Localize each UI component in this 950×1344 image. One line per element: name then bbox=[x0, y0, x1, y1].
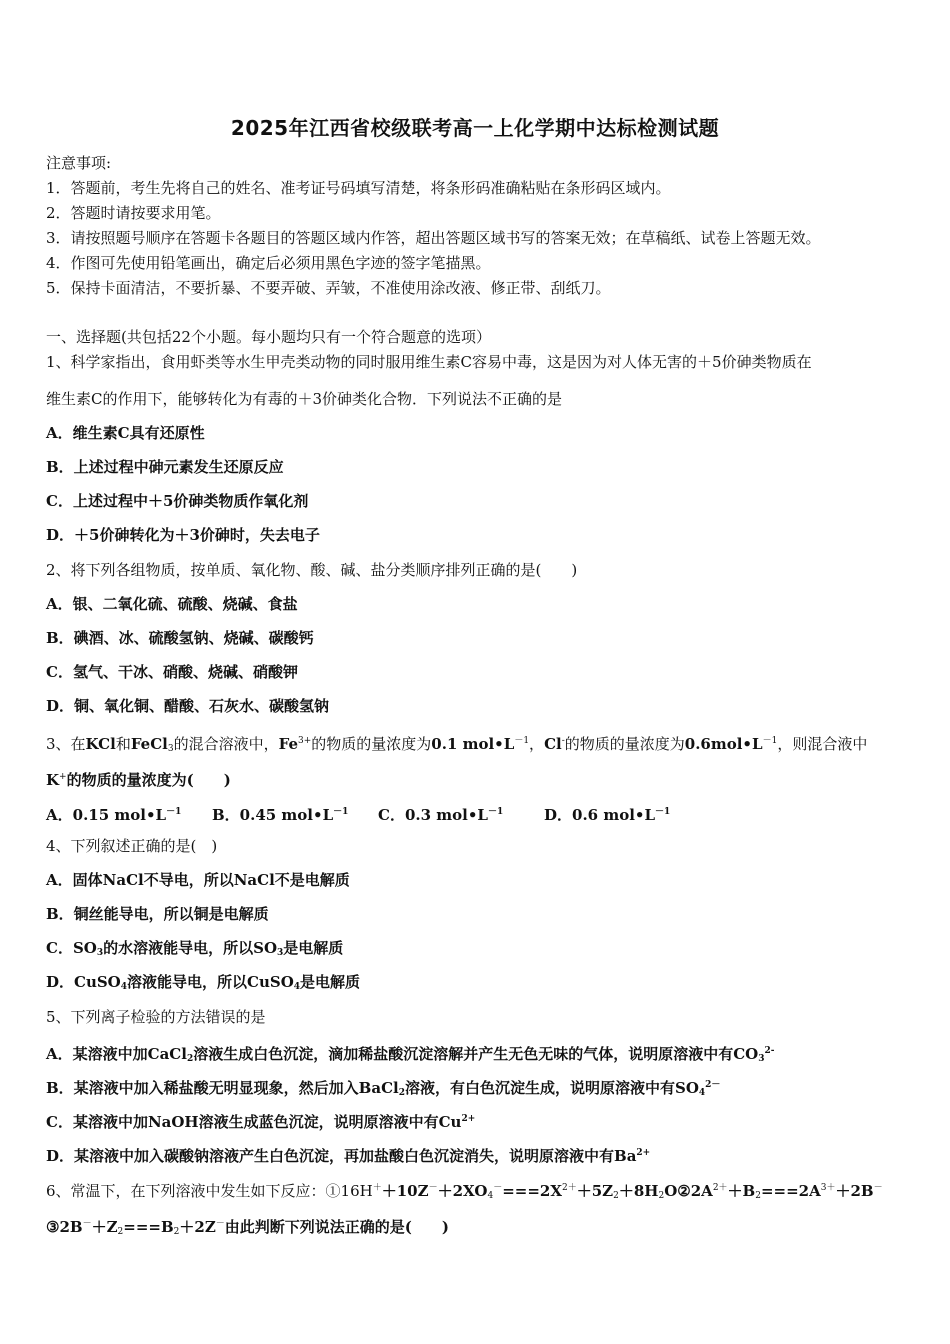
q3-text: 的物质的量浓度为 bbox=[311, 735, 432, 753]
q6-text: ＋Z bbox=[91, 1218, 118, 1236]
q6-text: 由此判断下列说法正确的是( ) bbox=[224, 1218, 449, 1236]
q4-subscript: 3 bbox=[96, 948, 104, 958]
q3-superscript: －1 bbox=[655, 807, 671, 817]
q3-superscript: 3+ bbox=[297, 736, 312, 746]
q6-superscript: 3＋ bbox=[820, 1183, 836, 1193]
q5-b-text: 溶液，有白色沉淀生成，说明原溶液中有SO bbox=[404, 1079, 699, 1097]
q4-option-a: A．固体NaCl不导电，所以NaCl不是电解质 bbox=[46, 871, 350, 889]
q5-subscript: 3 bbox=[758, 1054, 765, 1064]
q3-value: 0.6mol•L bbox=[684, 735, 763, 753]
q3-superscript: －1 bbox=[762, 736, 778, 746]
q3-k: K bbox=[46, 771, 60, 789]
q5-superscript: 2+ bbox=[461, 1114, 476, 1124]
q3-superscript: －1 bbox=[333, 807, 349, 817]
q5-stem: 5、下列离子检验的方法错误的是 bbox=[46, 1008, 266, 1026]
notice-item-4: 4．作图可先使用铅笔画出，确定后必须用黑色字迹的签字笔描黑。 bbox=[46, 254, 491, 272]
q6-text: 6、常温下，在下列溶液中发生如下反应：①16H bbox=[46, 1182, 373, 1200]
q3-option-a bbox=[46, 802, 212, 825]
q6-subscript: 2 bbox=[173, 1227, 180, 1237]
q4-subscript: 4 bbox=[293, 982, 301, 992]
q3-option-a-text: A．0.15 mol•L bbox=[46, 806, 167, 824]
q6-text: ===2X bbox=[502, 1182, 562, 1200]
q3-option-c bbox=[378, 802, 544, 825]
q1-stem-line1: 1、科学家指出，食用虾类等水生甲壳类动物的同时服用维生素C容易中毒，这是因为对人体无害的＋5价砷类物质在 bbox=[46, 353, 812, 371]
q4-stem: 4、下列叙述正确的是( ) bbox=[46, 837, 218, 855]
q3-superscript: －1 bbox=[166, 807, 182, 817]
q6-text: ③2B bbox=[46, 1218, 83, 1236]
q6-text: ＋2B bbox=[835, 1182, 874, 1200]
q6-superscript: － bbox=[82, 1219, 92, 1229]
q3-stem-line2 bbox=[46, 767, 916, 790]
q4-d-text: 溶液能导电，所以CuSO bbox=[127, 973, 294, 991]
q5-a-text: A．某溶液中加CaCl bbox=[46, 1045, 187, 1063]
q5-option-a bbox=[46, 1041, 916, 1069]
q3-subscript: 3 bbox=[167, 744, 174, 754]
q4-c-text: 是电解质 bbox=[283, 939, 344, 957]
q6-subscript: 2 bbox=[117, 1227, 124, 1237]
q5-superscript: 2－ bbox=[705, 1080, 721, 1090]
q6-text: O②2A bbox=[664, 1182, 713, 1200]
q6-text: ＋10Z bbox=[381, 1182, 429, 1200]
q3-text: 的混合溶液中， bbox=[173, 735, 279, 753]
q1-option-c: C．上述过程中＋5价砷类物质作氧化剂 bbox=[46, 492, 309, 510]
q6-superscript: － bbox=[215, 1219, 225, 1229]
q5-superscript: 2- bbox=[764, 1046, 775, 1056]
page-title: 2025年江西省校级联考高一上化学期中达标检测试题 bbox=[230, 116, 720, 140]
q3-stem-line1 bbox=[46, 731, 916, 759]
q4-c-text: 的水溶液能导电，所以SO bbox=[103, 939, 278, 957]
q6-text: ＋5Z bbox=[576, 1182, 614, 1200]
q5-a-text: 溶液生成白色沉淀，滴加稀盐酸沉淀溶解并产生无色无味的气体，说明原溶液中有CO bbox=[193, 1045, 759, 1063]
q5-subscript: 4 bbox=[698, 1088, 706, 1098]
q6-stem-line1 bbox=[46, 1178, 916, 1206]
q6-subscript: 4 bbox=[487, 1191, 494, 1201]
q4-d-text: D．CuSO bbox=[46, 973, 121, 991]
q6-superscript: － bbox=[493, 1183, 503, 1193]
q3-fecl: FeCl bbox=[130, 735, 168, 753]
q4-subscript: 4 bbox=[120, 982, 128, 992]
q4-subscript: 3 bbox=[277, 948, 284, 958]
q6-subscript: 2 bbox=[658, 1191, 665, 1201]
q3-superscript: - bbox=[561, 736, 565, 746]
q3-option-d bbox=[544, 802, 670, 825]
q3-option-b-text: B．0.45 mol•L bbox=[212, 806, 334, 824]
q3-superscript: －1 bbox=[514, 736, 530, 746]
q3-superscript: + bbox=[59, 772, 67, 782]
q4-d-text: 是电解质 bbox=[300, 973, 361, 991]
q4-option-c bbox=[46, 938, 916, 963]
q1-option-d: D．＋5价砷转化为＋3价砷时，失去电子 bbox=[46, 526, 320, 544]
q4-c-text: C．SO bbox=[46, 939, 97, 957]
q3-superscript: －1 bbox=[487, 807, 504, 817]
q3-options bbox=[46, 802, 916, 825]
q1-stem-line2: 维生素C的作用下，能够转化为有毒的＋3价砷类化合物．下列说法不正确的是 bbox=[46, 390, 563, 408]
q3-text: 和 bbox=[115, 735, 131, 753]
q5-option-c bbox=[46, 1109, 916, 1132]
q3-option-c-text: C．0.3 mol•L bbox=[378, 806, 488, 824]
q2-option-c: C．氢气、干冰、硝酸、烧碱、硝酸钾 bbox=[46, 663, 298, 681]
q6-superscript: － bbox=[873, 1183, 883, 1193]
notice-item-1: 1．答题前，考生先将自己的姓名、准考证号码填写清楚，将条形码准确粘贴在条形码区域内。 bbox=[46, 179, 671, 197]
notice-item-5: 5．保持卡面清洁，不要折暴、不要弄破、弄皱，不准使用涂改液、修正带、刮纸刀。 bbox=[46, 279, 611, 297]
q3-option-d-text: D．0.6 mol•L bbox=[544, 806, 656, 824]
q2-option-a: A．银、二氧化硫、硫酸、烧碱、食盐 bbox=[46, 595, 298, 613]
q6-text: ＋8H bbox=[618, 1182, 659, 1200]
q6-superscript: 2＋ bbox=[562, 1183, 577, 1193]
section-heading: 一、选择题(共包括22个小题。每小题均只有一个符合题意的选项） bbox=[46, 328, 491, 346]
q3-text: ， bbox=[529, 735, 545, 753]
q3-option-b bbox=[212, 802, 378, 825]
notice-heading: 注意事项: bbox=[46, 154, 112, 172]
notice-item-2: 2．答题时请按要求用笔。 bbox=[46, 204, 221, 222]
q5-superscript: 2+ bbox=[636, 1148, 651, 1158]
q6-text: ===B bbox=[123, 1218, 174, 1236]
q4-option-d bbox=[46, 972, 916, 997]
q1-option-a: A．维生素C具有还原性 bbox=[46, 424, 205, 442]
q5-option-d bbox=[46, 1143, 916, 1166]
q6-text: ＋B bbox=[727, 1182, 756, 1200]
q6-stem-line2 bbox=[46, 1214, 916, 1242]
q2-option-b: B．碘酒、冰、硫酸氢钠、烧碱、碳酸钙 bbox=[46, 629, 314, 647]
q3-value: 0.1 mol•L bbox=[431, 735, 515, 753]
q6-superscript: － bbox=[428, 1183, 438, 1193]
q5-subscript: 2 bbox=[186, 1054, 194, 1064]
q5-subscript: 2 bbox=[398, 1088, 405, 1098]
q6-superscript: 2＋ bbox=[712, 1183, 728, 1193]
q3-cl: Cl bbox=[544, 735, 562, 753]
q6-subscript: 2 bbox=[755, 1191, 761, 1201]
q1-option-b: B．上述过程中砷元素发生还原反应 bbox=[46, 458, 284, 476]
q6-text: ===2A bbox=[760, 1182, 821, 1200]
q6-subscript: 2 bbox=[613, 1191, 619, 1201]
q6-superscript: ＋ bbox=[372, 1183, 382, 1193]
q5-c-text: C．某溶液中加NaOH溶液生成蓝色沉淀，说明原溶液中有Cu bbox=[46, 1113, 462, 1131]
q3-text: 的物质的量浓度为 bbox=[564, 735, 685, 753]
q5-d-text: D．某溶液中加入碳酸钠溶液产生白色沉淀，再加盐酸白色沉淀消失，说明原溶液中有Ba bbox=[46, 1147, 637, 1165]
q5-option-b bbox=[46, 1075, 916, 1103]
q5-b-text: B．某溶液中加入稀盐酸无明显现象，然后加入BaCl bbox=[46, 1079, 399, 1097]
q2-stem: 2、将下列各组物质，按单质、氧化物、酸、碱、盐分类顺序排列正确的是( ) bbox=[46, 561, 578, 579]
q2-option-d: D．铜、氧化铜、醋酸、石灰水、碳酸氢钠 bbox=[46, 697, 330, 715]
q3-kcl: KCl bbox=[85, 735, 116, 753]
q3-text: ，则混合液中 bbox=[777, 735, 868, 753]
notice-item-3: 3．请按照题号顺序在答题卡各题目的答题区域内作答，超出答题区域书写的答案无效；在草稿纸、试卷上答题无效。 bbox=[46, 229, 821, 247]
q6-text: ＋2Z bbox=[179, 1218, 216, 1236]
q4-option-b: B．铜丝能导电，所以铜是电解质 bbox=[46, 905, 269, 923]
q3-text: 的物质的量浓度为( ) bbox=[66, 771, 231, 789]
q6-text: ＋2XO bbox=[437, 1182, 488, 1200]
q3-text: 3、在 bbox=[46, 735, 86, 753]
q3-fe: Fe bbox=[278, 735, 298, 753]
